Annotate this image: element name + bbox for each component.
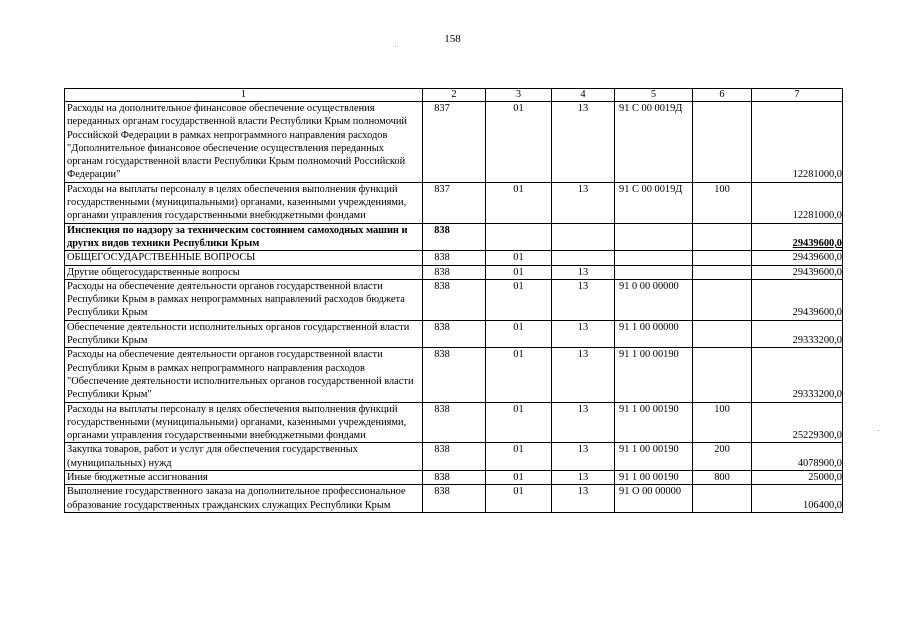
target-article-cell: 91 1 00 00190 [615, 471, 693, 485]
table-row [65, 402, 843, 443]
target-article-cell: 91 1 00 00190 [615, 348, 693, 402]
amount-cell: 29439600,0 [752, 265, 843, 279]
target-article-cell [615, 265, 693, 279]
scan-speck [395, 46, 396, 47]
section-cell: 01 [486, 102, 552, 183]
page-number: 158 [444, 33, 461, 45]
row-name-cell: Обеспечение деятельности исполнительных органов государственной власти Республики Крым [65, 320, 423, 348]
section-cell: 01 [486, 443, 552, 471]
expense-type-cell [693, 348, 752, 402]
subsection-cell: 13 [552, 348, 615, 402]
section-cell [486, 223, 552, 251]
section-cell: 01 [486, 348, 552, 402]
table-body [65, 89, 843, 513]
row-name-cell: Инспекция по надзору за техническим состоянием самоходных машин и других видов техники Республики Крым [65, 223, 423, 251]
section-cell: 01 [486, 471, 552, 485]
section-cell: 01 [486, 402, 552, 443]
table-row [65, 251, 843, 265]
table-row [65, 320, 843, 348]
table-row [65, 485, 843, 513]
row-name-cell: Иные бюджетные ассигнования [65, 471, 423, 485]
row-name-cell: Закупка товаров, работ и услуг для обеспечения государственных (муниципальных) нужд [65, 443, 423, 471]
admin-code-cell: 838 [423, 348, 486, 402]
subsection-cell: 13 [552, 279, 615, 320]
admin-code-cell: 838 [423, 223, 486, 251]
amount-cell: 29439600,0 [752, 251, 843, 265]
header-cell-4: 4 [552, 89, 615, 102]
expense-type-cell [693, 279, 752, 320]
amount-cell: 12281000,0 [752, 102, 843, 183]
target-article-cell [615, 223, 693, 251]
row-name-cell: Выполнение государственного заказа на дополнительное профессиональное образование государственных гражданских служащих Республики Крым [65, 485, 423, 513]
admin-code-cell: 837 [423, 182, 486, 223]
subsection-cell: 13 [552, 485, 615, 513]
target-article-cell: 91 1 00 00000 [615, 320, 693, 348]
expense-type-cell [693, 251, 752, 265]
subsection-cell [552, 251, 615, 265]
amount-cell: 25000,0 [752, 471, 843, 485]
admin-code-cell: 838 [423, 471, 486, 485]
row-name-cell: Расходы на выплаты персоналу в целях обеспечения выполнения функций государственными (муниципальными) органами, казенными учреждениями, органами управления государственными внебюджетными фондами [65, 402, 423, 443]
target-article-cell: 91 С 00 0019Д [615, 182, 693, 223]
subsection-cell [552, 223, 615, 251]
admin-code-cell: 838 [423, 443, 486, 471]
expense-type-cell [693, 265, 752, 279]
amount-cell: 25229300,0 [752, 402, 843, 443]
header-cell-1: 1 [65, 89, 423, 102]
scan-speck [878, 430, 879, 431]
row-name-cell: ОБЩЕГОСУДАРСТВЕННЫЕ ВОПРОСЫ [65, 251, 423, 265]
amount-cell: 29439600,0 [752, 223, 843, 251]
row-name-cell: Другие общегосударственные вопросы [65, 265, 423, 279]
expense-type-cell: 100 [693, 402, 752, 443]
subsection-cell: 13 [552, 265, 615, 279]
table-row [65, 471, 843, 485]
target-article-cell: 91 1 00 00190 [615, 402, 693, 443]
subsection-cell: 13 [552, 443, 615, 471]
header-cell-6: 6 [693, 89, 752, 102]
admin-code-cell: 838 [423, 402, 486, 443]
row-name-cell: Расходы на обеспечение деятельности органов государственной власти Республики Крым в рамках непрограммных направлений расходов бюджета Республики Крым [65, 279, 423, 320]
subsection-cell: 13 [552, 320, 615, 348]
expense-type-cell: 100 [693, 182, 752, 223]
subsection-cell: 13 [552, 102, 615, 183]
row-name-cell: Расходы на выплаты персоналу в целях обеспечения выполнения функций государственными (муниципальными) органами, казенными учреждениями, органами управления государственными внебюджетными фондами [65, 182, 423, 223]
header-cell-7: 7 [752, 89, 843, 102]
admin-code-cell: 838 [423, 320, 486, 348]
expense-type-cell: 800 [693, 471, 752, 485]
amount-cell: 29333200,0 [752, 348, 843, 402]
subsection-cell: 13 [552, 402, 615, 443]
section-cell: 01 [486, 320, 552, 348]
target-article-cell: 91 О 00 00000 [615, 485, 693, 513]
expense-type-cell [693, 485, 752, 513]
header-cell-3: 3 [486, 89, 552, 102]
amount-cell: 12281000,0 [752, 182, 843, 223]
header-cell-2: 2 [423, 89, 486, 102]
budget-table [64, 88, 843, 513]
table-row [65, 443, 843, 471]
amount-cell: 29333200,0 [752, 320, 843, 348]
section-cell: 01 [486, 182, 552, 223]
row-name-cell: Расходы на обеспечение деятельности органов государственной власти Республики Крым в рамках непрограммного направления расходов "Обеспечение деятельности исполнительных органов государственной власти Республики Крым" [65, 348, 423, 402]
admin-code-cell: 838 [423, 265, 486, 279]
admin-code-cell: 837 [423, 102, 486, 183]
section-cell: 01 [486, 265, 552, 279]
amount-cell: 29439600,0 [752, 279, 843, 320]
expense-type-cell: 200 [693, 443, 752, 471]
table-row [65, 279, 843, 320]
table-row [65, 102, 843, 183]
expense-type-cell [693, 223, 752, 251]
amount-cell: 4078900,0 [752, 443, 843, 471]
header-cell-5: 5 [615, 89, 693, 102]
table-row [65, 223, 843, 251]
target-article-cell: 91 С 00 0019Д [615, 102, 693, 183]
row-name-cell: Расходы на дополнительное финансовое обеспечение осуществления переданных органам государственной власти Республики Крым полномочий Российской Федерации в рамках непрограммного направления расходов "Дополнительное финансовое обеспечение осуществления переданных органам государственной власти Республики Крым полномочий Российской Федерации" [65, 102, 423, 183]
header-row [65, 89, 843, 102]
section-cell: 01 [486, 279, 552, 320]
expense-type-cell [693, 102, 752, 183]
subsection-cell: 13 [552, 182, 615, 223]
target-article-cell: 91 0 00 00000 [615, 279, 693, 320]
table-row [65, 348, 843, 402]
amount-cell: 106400,0 [752, 485, 843, 513]
table-row [65, 265, 843, 279]
admin-code-cell: 838 [423, 485, 486, 513]
admin-code-cell: 838 [423, 251, 486, 265]
admin-code-cell: 838 [423, 279, 486, 320]
subsection-cell: 13 [552, 471, 615, 485]
target-article-cell: 91 1 00 00190 [615, 443, 693, 471]
target-article-cell [615, 251, 693, 265]
table-row [65, 182, 843, 223]
expense-type-cell [693, 320, 752, 348]
section-cell: 01 [486, 251, 552, 265]
section-cell: 01 [486, 485, 552, 513]
